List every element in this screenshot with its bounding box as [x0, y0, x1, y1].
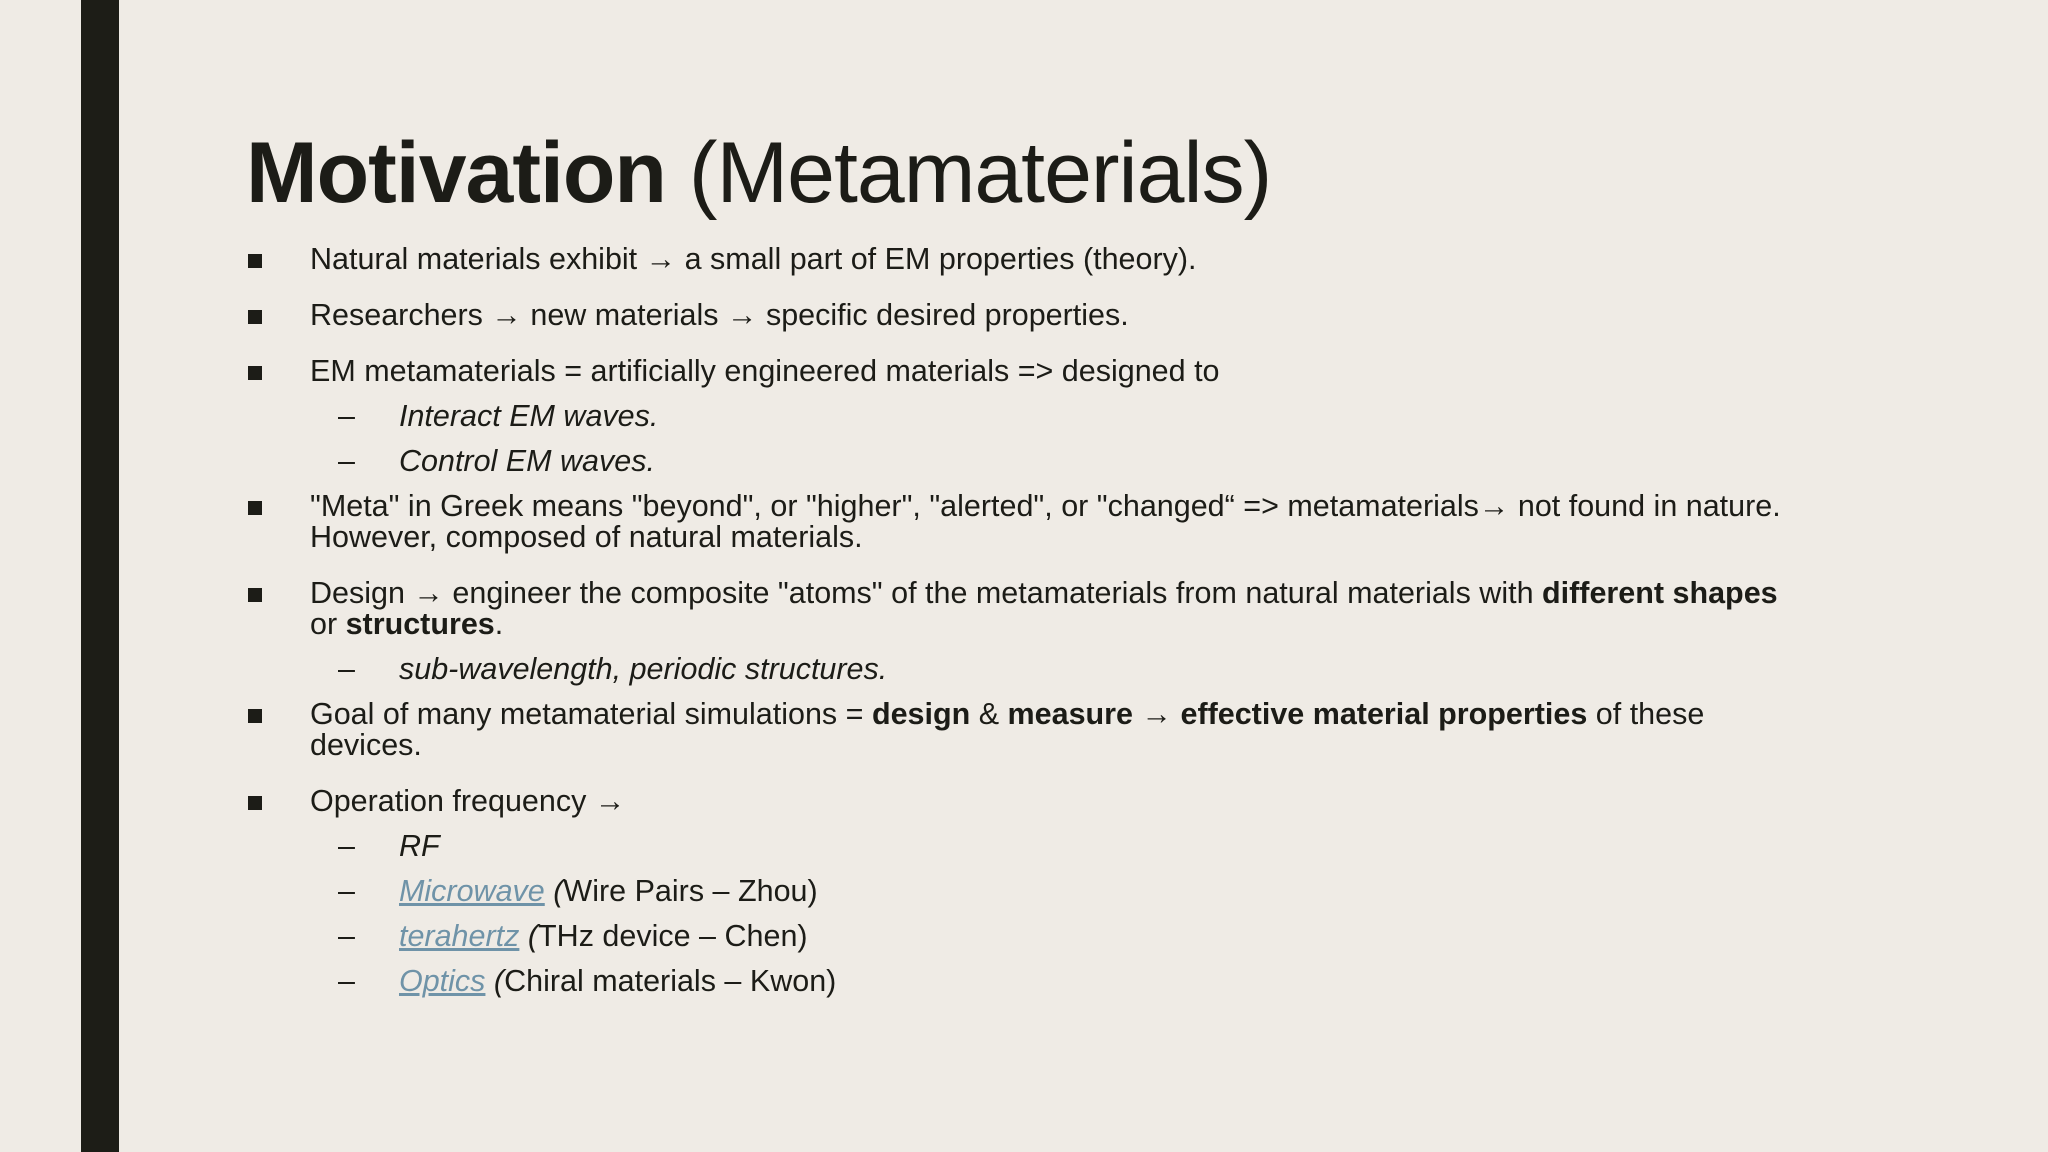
- square-bullet-icon: [248, 501, 262, 515]
- dash-marker: –: [338, 919, 355, 953]
- bullet-item: [246, 699, 1806, 761]
- bullet-text: "Meta" in Greek means "beyond", or "higher", "alerted", or "changed“ => metamaterials→ not found in nature. However, composed of natural materials.: [310, 489, 1781, 554]
- dash-marker: –: [338, 444, 355, 478]
- sub-text: Chiral materials – Kwon): [504, 964, 837, 998]
- sub-text: RF: [399, 829, 440, 863]
- sub-item: [246, 966, 1806, 997]
- sub-text: Control EM waves.: [399, 444, 655, 478]
- bold-run: →: [1133, 697, 1181, 731]
- sub-item: [246, 876, 1806, 907]
- bold-run: measure: [1007, 697, 1134, 731]
- sub-text: Interact EM waves.: [399, 399, 659, 433]
- bullet-text: [310, 699, 1806, 761]
- bullet-item: [246, 491, 1806, 553]
- text-run: of these devices.: [310, 697, 1705, 762]
- square-bullet-icon: [248, 254, 262, 268]
- dash-marker: –: [338, 964, 355, 998]
- accent-bar: [81, 0, 119, 1152]
- sub-item: [246, 831, 1806, 862]
- paren: (: [527, 919, 539, 953]
- bullet-item: [246, 578, 1806, 685]
- dash-marker: –: [338, 874, 355, 908]
- terahertz-link[interactable]: terahertz: [399, 919, 520, 953]
- square-bullet-icon: [248, 366, 262, 380]
- dash-marker: –: [338, 652, 355, 686]
- sub-text: Wire Pairs – Zhou): [563, 874, 818, 908]
- bold-run: structures: [345, 607, 495, 641]
- dash-marker: –: [338, 399, 355, 433]
- bullet-item: [246, 356, 1806, 477]
- sub-item: [246, 446, 1806, 477]
- title-main: Motivation: [246, 125, 666, 221]
- sub-text: sub-wavelength, periodic structures.: [399, 652, 888, 686]
- sub-item: [246, 654, 1806, 685]
- bold-run: design: [871, 697, 971, 731]
- paren: (: [553, 874, 564, 908]
- sub-item: [246, 921, 1806, 952]
- paren: (: [493, 964, 505, 998]
- microwave-link[interactable]: Microwave: [399, 874, 545, 908]
- sub-list: [246, 401, 1806, 477]
- bold-run: different shapes: [1542, 576, 1778, 610]
- text-run: .: [494, 607, 504, 641]
- bold-run: effective material properties: [1180, 697, 1588, 731]
- text-run: or: [310, 607, 346, 641]
- page-title: [246, 118, 1271, 228]
- bullet-text: Natural materials exhibit → a small part of EM properties (theory).: [310, 242, 1197, 276]
- bullet-text: Researchers → new materials → specific desired properties.: [310, 298, 1129, 332]
- text-run: Design → engineer the composite "atoms" of the metamaterials from natural materials with: [310, 576, 1543, 610]
- sub-list: [246, 654, 1806, 685]
- square-bullet-icon: [248, 796, 262, 810]
- square-bullet-icon: [248, 588, 262, 602]
- bullet-list: [246, 244, 1806, 1011]
- dash-marker: –: [338, 829, 355, 863]
- bullet-text: EM metamaterials = artificially engineered materials => designed to: [310, 354, 1220, 388]
- square-bullet-icon: [248, 709, 262, 723]
- bullet-item: [246, 786, 1806, 997]
- bullet-text: Operation frequency →: [310, 784, 626, 818]
- optics-link[interactable]: Optics: [399, 964, 486, 998]
- bullet-item: [246, 300, 1806, 331]
- square-bullet-icon: [248, 310, 262, 324]
- bullet-text: [310, 578, 1806, 640]
- sub-item: [246, 401, 1806, 432]
- sub-list: [246, 831, 1806, 997]
- bullet-item: [246, 244, 1806, 275]
- sub-text: THz device – Chen): [538, 919, 808, 953]
- text-run: Goal of many metamaterial simulations =: [310, 697, 872, 731]
- title-sub: (Metamaterials): [688, 125, 1272, 221]
- text-run: &: [970, 697, 1008, 731]
